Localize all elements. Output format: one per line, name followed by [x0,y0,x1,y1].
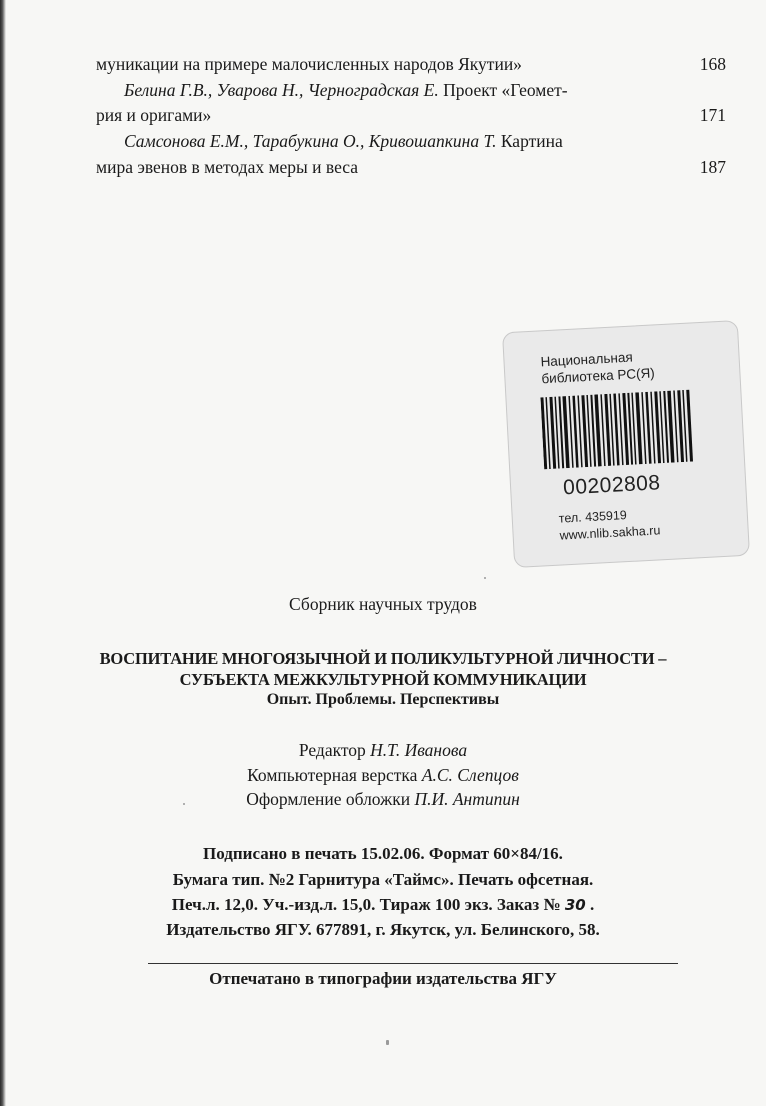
scan-speck [386,1040,389,1045]
print-info-line3-end: . [585,895,595,914]
publisher-address: Издательство ЯГУ. 677891, г. Якутск, ул. Белинского, 58. [166,920,600,939]
printed-at: Отпечатано в типографии издательства ЯГУ [209,969,557,988]
cover-label: Оформление обложки [246,789,415,809]
divider-rule [148,963,678,964]
cover-name: П.И. Антипин [414,789,520,809]
scan-speck [484,577,486,579]
toc-title: Проект «Геомет- [438,80,568,100]
print-info-line1: Подписано в печать 15.02.06. Формат 60×84/16. [203,844,563,863]
toc-page-number: 187 [699,157,726,177]
print-info-line3 [0,895,766,915]
layout-name: А.С. Слепцов [421,765,519,785]
book-title-line2: СУБЪЕКТА МЕЖКУЛЬТУРНОЙ КОММУНИКАЦИИ [179,670,587,689]
scan-speck [183,803,185,805]
library-phone: тел. 435919 [558,508,628,526]
book-title-line1: ВОСПИТАНИЕ МНОГОЯЗЫЧНОЙ И ПОЛИКУЛЬТУРНОЙ ЛИЧНОСТИ – [99,649,667,668]
toc-entry-continuation [96,155,726,179]
editor-name: Н.Т. Иванова [370,740,468,760]
toc-authors: Самсонова Е.М., Тарабукина О., Кривошапкина Т. [124,131,497,151]
print-info-line3-text: Печ.л. 12,0. Уч.-изд.л. 15,0. Тираж 100 экз. Заказ № [171,895,565,914]
toc-entry-continuation [96,103,726,127]
toc-title-continuation: рия и оригами» [96,105,212,125]
order-number-handwritten: 30 [564,896,586,914]
toc-entry [124,129,662,153]
toc-title-continuation: мира эвенов в методах меры и веса [96,157,359,177]
layout-label: Компьютерная верстка [247,765,422,785]
editor-credit [0,740,766,761]
library-name [540,347,655,387]
library-contacts [558,505,660,544]
library-name-line1: Национальная [540,349,634,370]
toc-authors: Белина Г.В., Уварова Н., Черноградская Е. [124,80,439,100]
cover-credit [0,789,766,810]
library-barcode-sticker [502,320,750,568]
book-subtitle: Опыт. Проблемы. Перспективы [266,691,500,708]
toc-entry [96,52,726,76]
print-info-line2: Бумага тип. №2 Гарнитура «Таймс». Печать офсетная. [172,870,594,889]
toc-entry [124,78,662,102]
library-website: www.nlib.sakha.ru [559,523,661,543]
scan-edge-shadow [0,0,6,1106]
toc-page-number: 168 [699,54,726,74]
layout-credit [0,765,766,786]
toc-title: Картина [496,131,563,151]
barcode-number: 00202808 [562,471,662,500]
barcode-icon [540,390,694,470]
collection-type: Сборник научных трудов [289,594,477,614]
editor-label: Редактор [298,740,371,760]
library-name-line2: библиотека РС(Я) [541,365,656,387]
toc-entry-text: муникации на примере малочисленных народов Якутии» [96,54,522,74]
toc-page-number: 171 [699,105,726,125]
